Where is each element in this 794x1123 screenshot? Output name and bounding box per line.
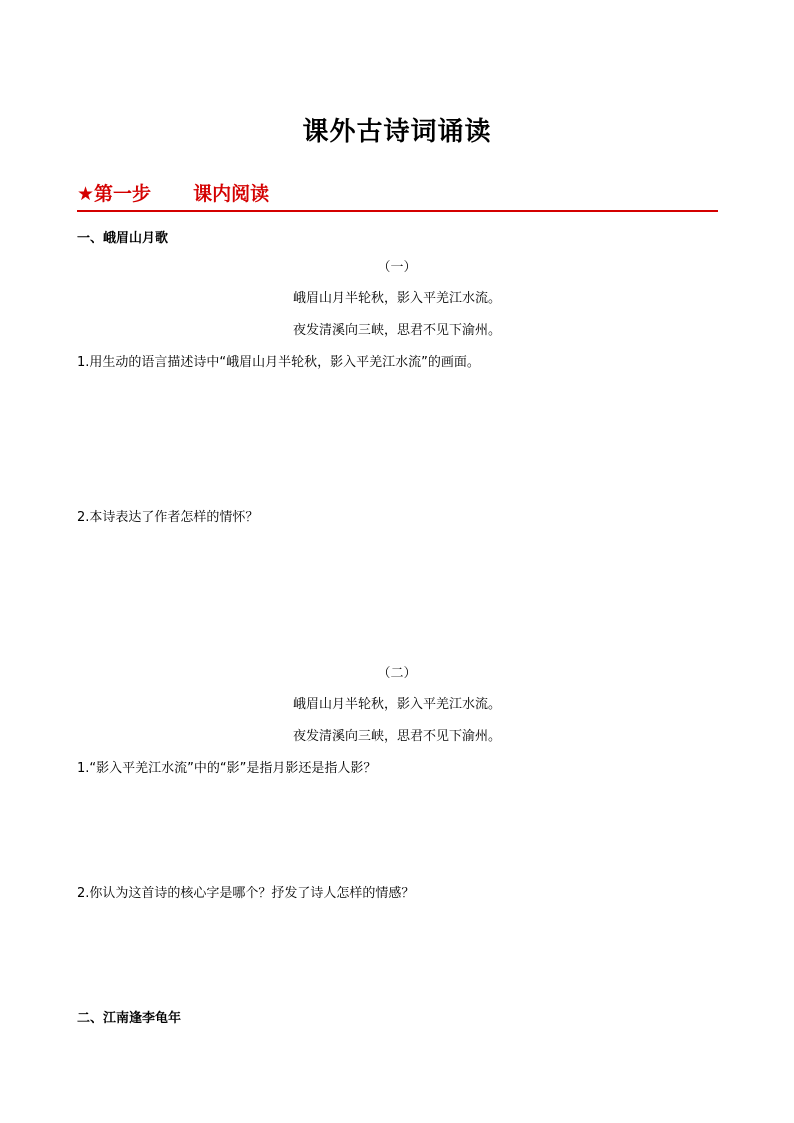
step-title: 课内阅读 [193, 183, 270, 205]
question-item: 1.用生动的语言描述诗中“峨眉山月半轮秋，影入平羌江水流”的画面。 [77, 355, 480, 370]
star-icon: ★ [77, 183, 95, 205]
poem-line: 夜发清溪向三峡，思君不见下渝州。 [292, 729, 501, 744]
question-item: 2.你认为这首诗的核心字是哪个？抒发了诗人怎样的情感？ [77, 886, 415, 901]
step-label: 第一步 [94, 183, 152, 205]
page-title: 课外古诗词诵读 [302, 117, 492, 147]
step-heading [77, 180, 718, 212]
poem-line: 峨眉山月半轮秋，影入平羌江水流。 [292, 291, 501, 306]
section-heading-2: 二、江南逢李龟年 [77, 1011, 182, 1026]
poem-part-label-1: （一） [377, 260, 417, 275]
poem-line: 峨眉山月半轮秋，影入平羌江水流。 [292, 697, 501, 712]
section-heading-1: 一、峨眉山月歌 [77, 231, 169, 246]
question-item: 1.“影入平羌江水流”中的“影”是指月影还是指人影？ [77, 761, 377, 776]
poem-part-label-2: （二） [377, 666, 417, 681]
poem-line: 夜发清溪向三峡，思君不见下渝州。 [292, 323, 501, 338]
question-item: 2.本诗表达了作者怎样的情怀？ [77, 510, 259, 525]
